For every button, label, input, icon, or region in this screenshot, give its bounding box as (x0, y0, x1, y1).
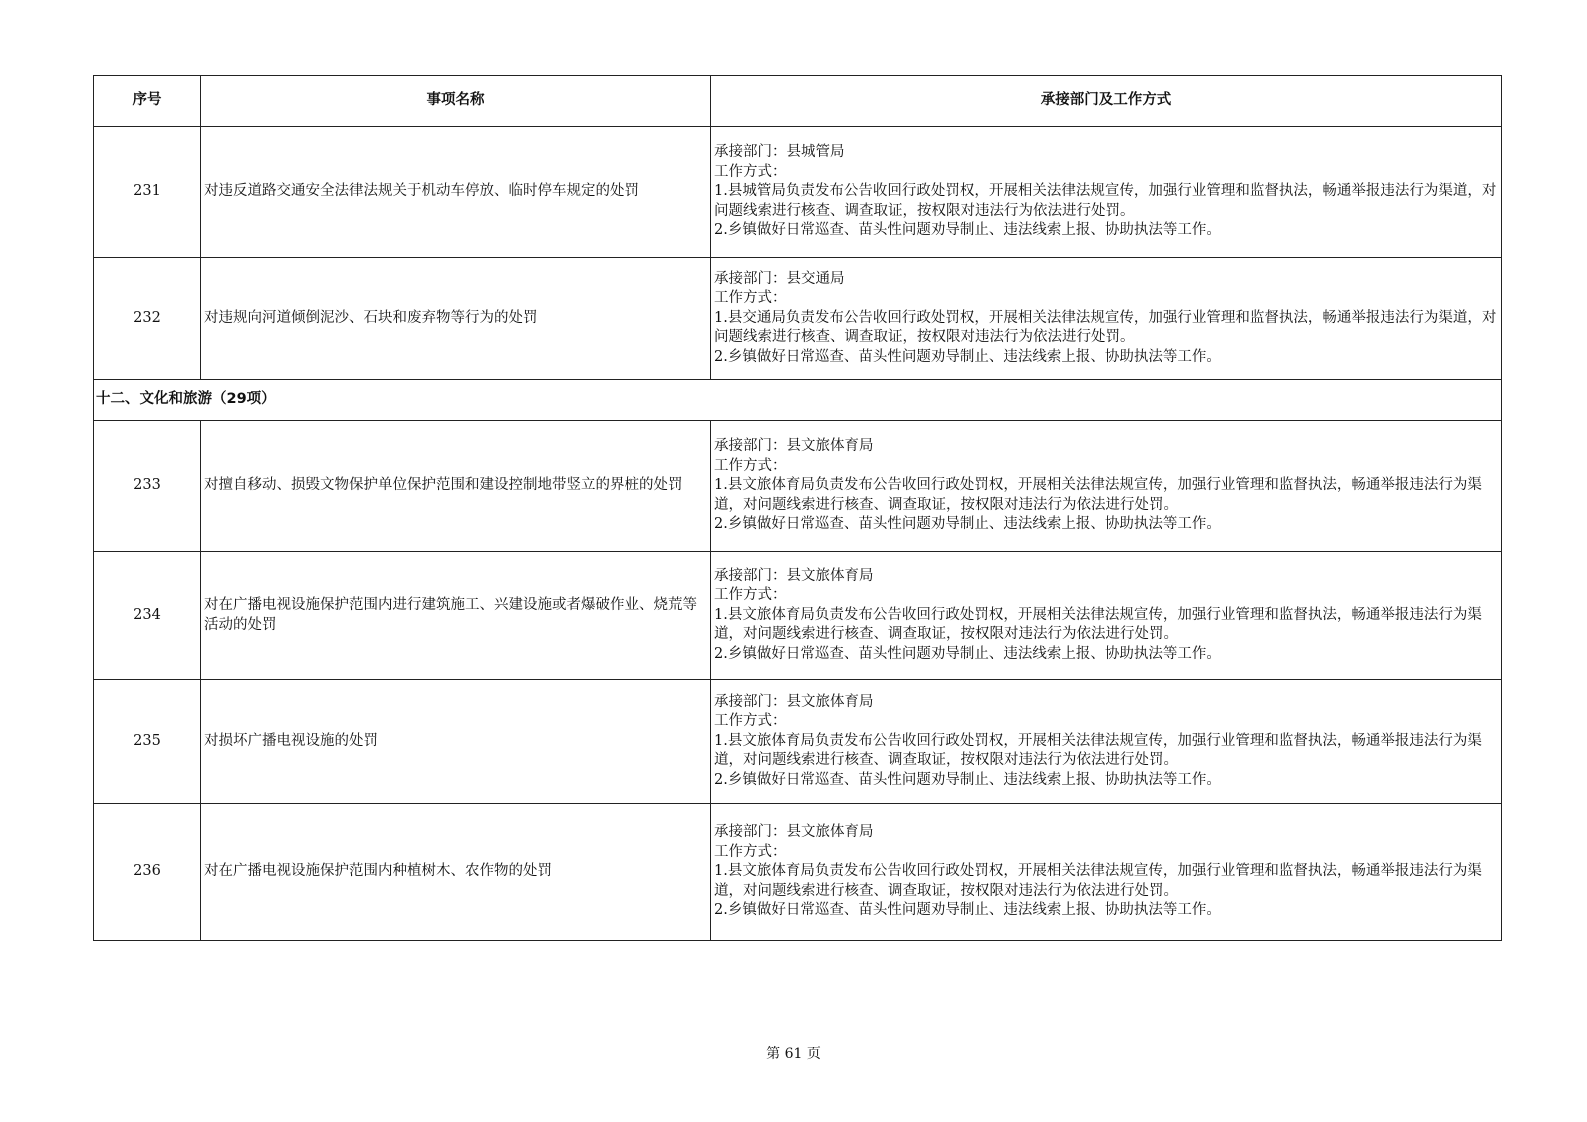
table-row (94, 680, 1502, 804)
table-header-row (94, 76, 1502, 127)
dept-line: 承接部门：县文旅体育局 (714, 693, 874, 710)
dept-cell (711, 127, 1502, 258)
method-label: 工作方式： (714, 587, 787, 604)
item-name: 对在广播电视设施保护范围内进行建筑施工、兴建设施或者爆破作业、烧荒等活动的处罚 (201, 552, 711, 680)
method-item-2: 2.乡镇做好日常巡查、苗头性问题劝导制止、违法线索上报、协助执法等工作。 (714, 771, 1221, 788)
table-row (94, 552, 1502, 680)
method-item-2: 2.乡镇做好日常巡查、苗头性问题劝导制止、违法线索上报、协助执法等工作。 (714, 645, 1221, 662)
item-name: 对违规向河道倾倒泥沙、石块和废弃物等行为的处罚 (201, 258, 711, 380)
table-row (94, 127, 1502, 258)
method-label: 工作方式： (714, 843, 787, 860)
row-number: 232 (94, 258, 201, 380)
method-item-1: 1.县文旅体育局负责发布公告收回行政处罚权，开展相关法律法规宣传，加强行业管理和监督执法，畅通举报违法行为渠道，对问题线索进行核查、调查取证，按权限对违法行为依法进行处罚。 (714, 863, 1482, 899)
dept-line: 承接部门：县文旅体育局 (714, 438, 874, 455)
method-item-2: 2.乡镇做好日常巡查、苗头性问题劝导制止、违法线索上报、协助执法等工作。 (714, 902, 1221, 919)
item-name: 对违反道路交通安全法律法规关于机动车停放、临时停车规定的处罚 (201, 127, 711, 258)
item-name: 对擅自移动、损毁文物保护单位保护范围和建设控制地带竖立的界桩的处罚 (201, 421, 711, 552)
method-label: 工作方式： (714, 713, 787, 730)
table-row (94, 804, 1502, 941)
header-num: 序号 (94, 76, 201, 127)
dept-line: 承接部门：县文旅体育局 (714, 824, 874, 841)
row-number: 236 (94, 804, 201, 941)
method-item-1: 1.县交通局负责发布公告收回行政处罚权，开展相关法律法规宣传，加强行业管理和监督执法，畅通举报违法行为渠道，对问题线索进行核查、调查取证，按权限对违法行为依法进行处罚。 (714, 309, 1497, 346)
dept-cell (711, 258, 1502, 380)
dept-line: 承接部门：县文旅体育局 (714, 567, 874, 584)
method-label: 工作方式： (714, 457, 787, 474)
table-row (94, 421, 1502, 552)
page-number: 第 61 页 (766, 1046, 821, 1062)
dept-line: 承接部门：县城管局 (714, 144, 845, 161)
table-row (94, 258, 1502, 380)
method-item-2: 2.乡镇做好日常巡查、苗头性问题劝导制止、违法线索上报、协助执法等工作。 (714, 516, 1221, 533)
row-number: 233 (94, 421, 201, 552)
header-dept: 承接部门及工作方式 (711, 76, 1502, 127)
method-item-2: 2.乡镇做好日常巡查、苗头性问题劝导制止、违法线索上报、协助执法等工作。 (714, 348, 1221, 365)
dept-line: 承接部门：县交通局 (714, 270, 845, 287)
dept-cell (711, 680, 1502, 804)
method-item-1: 1.县城管局负责发布公告收回行政处罚权，开展相关法律法规宣传，加强行业管理和监督执法，畅通举报违法行为渠道，对问题线索进行核查、调查取证，按权限对违法行为依法进行处罚。 (714, 183, 1497, 219)
dept-cell (711, 552, 1502, 680)
method-item-1: 1.县文旅体育局负责发布公告收回行政处罚权，开展相关法律法规宣传，加强行业管理和监督执法，畅通举报违法行为渠道，对问题线索进行核查、调查取证，按权限对违法行为依法进行处罚。 (714, 606, 1482, 643)
item-name: 对损坏广播电视设施的处罚 (201, 680, 711, 804)
method-item-1: 1.县文旅体育局负责发布公告收回行政处罚权，开展相关法律法规宣传，加强行业管理和监督执法，畅通举报违法行为渠道，对问题线索进行核查、调查取证，按权限对违法行为依法进行处罚。 (714, 477, 1482, 513)
method-label: 工作方式： (714, 290, 787, 307)
dept-cell (711, 804, 1502, 941)
dept-cell (711, 421, 1502, 552)
method-item-2: 2.乡镇做好日常巡查、苗头性问题劝导制止、违法线索上报、协助执法等工作。 (714, 222, 1221, 239)
item-name: 对在广播电视设施保护范围内种植树木、农作物的处罚 (201, 804, 711, 941)
method-item-1: 1.县文旅体育局负责发布公告收回行政处罚权，开展相关法律法规宣传，加强行业管理和监督执法，畅通举报违法行为渠道，对问题线索进行核查、调查取证，按权限对违法行为依法进行处罚。 (714, 732, 1482, 769)
method-label: 工作方式： (714, 163, 787, 180)
row-number: 231 (94, 127, 201, 258)
section-row (94, 380, 1502, 421)
row-number: 235 (94, 680, 201, 804)
items-table (93, 75, 1502, 941)
header-name: 事项名称 (201, 76, 711, 127)
section-title: 十二、文化和旅游（29项） (94, 380, 1502, 421)
row-number: 234 (94, 552, 201, 680)
